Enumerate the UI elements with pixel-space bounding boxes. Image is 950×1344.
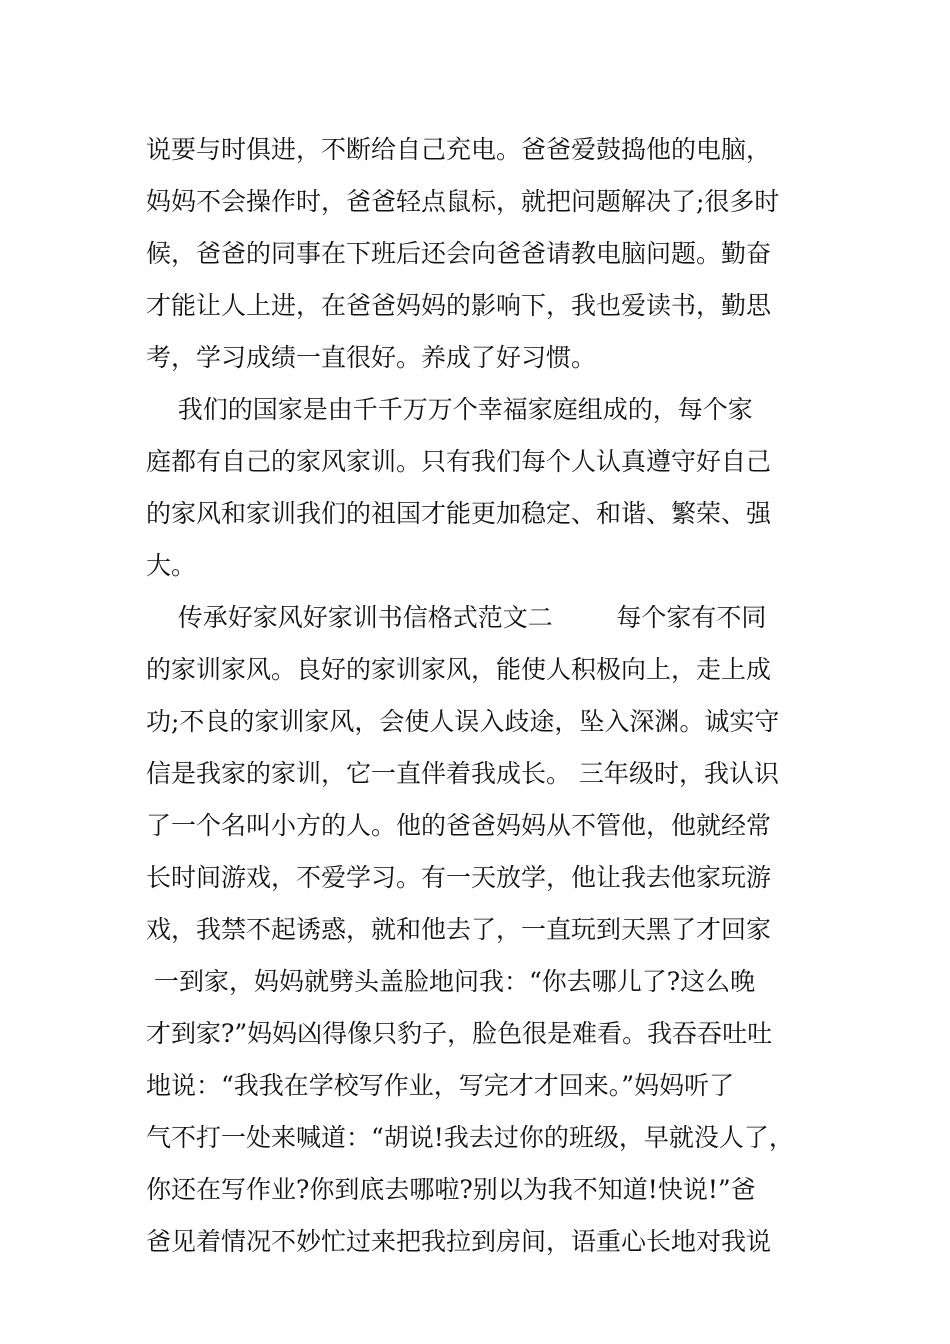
text-line: 爸见着情况不妙忙过来把我拉到房间，语重心长地对我说	[146, 1227, 772, 1256]
text-line: 长时间游戏，不爱学习。有一天放学，他让我去他家玩游	[146, 863, 772, 892]
text-line: 才到家?”妈妈凶得像只豹子，脸色很是难看。我吞吞吐吐	[146, 1019, 773, 1048]
text-line: 你还在写作业?你到底去哪啦?别以为我不知道!快说!”爸	[146, 1175, 756, 1204]
text-line: 才能让人上进，在爸爸妈妈的影响下，我也爱读书，勤思	[146, 291, 772, 320]
text-line: 功;不良的家训家风，会使人误入歧途，坠入深渊。诚实守	[146, 707, 780, 736]
text-line: 传承好家风好家训书信格式范文二 每个家有不同	[146, 603, 767, 632]
text-line: 候，爸爸的同事在下班后还会向爸爸请教电脑问题。勤奋	[146, 239, 772, 268]
text-line: 说要与时俱进，不断给自己充电。爸爸爱鼓捣他的电脑，	[146, 135, 772, 164]
text-line: 大。	[146, 551, 197, 580]
text-line: 我们的国家是由千千万万个幸福家庭组成的，每个家	[146, 395, 753, 424]
text-line: 考，学习成绩一直很好。养成了好习惯。	[146, 343, 597, 372]
text-line: 的家训家风。良好的家训家风，能使人积极向上，走上成	[146, 655, 772, 684]
text-line: 气不打一处来喊道：“胡说!我去过你的班级，早就没人了，	[146, 1123, 794, 1152]
text-line: 庭都有自己的家风家训。只有我们每个人认真遵守好自己	[146, 447, 772, 476]
text-line: 戏，我禁不起诱惑，就和他去了，一直玩到天黑了才回家	[146, 915, 772, 944]
text-line: 的家风和家训我们的祖国才能更加稳定、和谐、繁荣、强	[146, 499, 772, 528]
text-line: 地说：“我我在学校写作业，写完才才回来。”妈妈听了	[146, 1071, 735, 1100]
text-line: 一到家，妈妈就劈头盖脸地问我：“你去哪儿了?这么晚	[146, 967, 756, 996]
text-line: 妈妈不会操作时，爸爸轻点鼠标，就把问题解决了;很多时	[146, 187, 780, 216]
text-line: 信是我家的家训，它一直伴着我成长。 三年级时，我认识	[146, 759, 779, 788]
text-line: 了一个名叫小方的人。他的爸爸妈妈从不管他，他就经常	[146, 811, 772, 840]
